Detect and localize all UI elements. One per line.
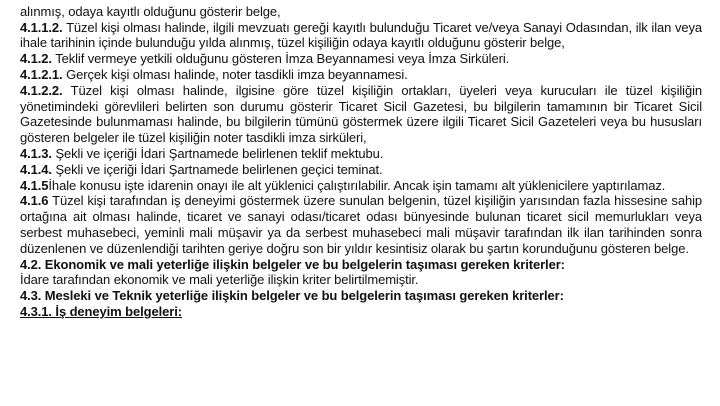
paragraph-number: 4.1.2.1. [20, 66, 63, 82]
paragraph-number: 4.1.2. [20, 51, 52, 67]
paragraph-4-1-3 [20, 146, 702, 162]
paragraph-4-1-2-2 [20, 83, 702, 146]
paragraph-number: 4.1.5 [20, 177, 49, 193]
paragraph-number: 4.1.6 [20, 193, 49, 209]
section-note-4-2: İdare tarafından ekonomik ve mali yeterliğe ilişkin kriter belirtilmemiştir. [20, 272, 419, 288]
paragraph-text: Şekli ve içeriği İdari Şartnamede belirlenen geçici teminat. [55, 161, 383, 177]
section-heading-4-2: 4.2. Ekonomik ve mali yeterliğe ilişkin belgeler ve bu belgelerin taşıması gereken kriterler: [20, 256, 565, 272]
paragraph-text: Gerçek kişi olması halinde, noter tasdikli imza beyannamesi. [66, 66, 408, 82]
section-heading-4-3: 4.3. Mesleki ve Teknik yeterliğe ilişkin belgeler ve bu belgelerin taşıması gereken kriterler: [20, 288, 564, 304]
paragraph-text: Tüzel kişi olması halinde, ilgili mevzuatı gereği kayıtlı bulunduğu Ticaret ve/veya Sanayi Odasından, ilk ilan veya ihale tarihinin içinde bulunduğu yılda alınmış, tüzel kişiliğin odaya kayıtlı olduğunu gösterir belge, [20, 19, 703, 51]
paragraph-text: Teklif vermeye yetkili olduğunu gösteren İmza Beyannamesi veya İmza Sirküleri. [55, 51, 510, 67]
paragraph-4-1-2-1 [20, 67, 702, 83]
paragraph-text: İhale konusu işte idarenin onayı ile alt yüklenici çalıştırılabilir. Ancak işin tamamı alt yüklenicilere yaptırılamaz. [48, 177, 666, 193]
paragraph-text: Şekli ve içeriği İdari Şartnamede belirlenen teklif mektubu. [55, 145, 384, 161]
paragraph-text: alınmış, odaya kayıtlı olduğunu gösterir belge, [20, 3, 281, 19]
paragraph-4-1-6 [20, 193, 702, 256]
paragraph-number: 4.1.1.2. [20, 19, 63, 35]
document-body [20, 0, 702, 320]
paragraph-4-1-1-1-tail [20, 4, 702, 20]
paragraph-4-1-1-2 [20, 20, 702, 52]
paragraph-number: 4.1.3. [20, 145, 52, 161]
section-heading-4-3-1: 4.3.1. İş deneyim belgeleri: [20, 303, 182, 319]
paragraph-4-1-5 [20, 178, 702, 194]
paragraph-4-1-4 [20, 162, 702, 178]
paragraph-number: 4.1.4. [20, 161, 52, 177]
paragraph-text: Tüzel kişi olması halinde, ilgisine göre tüzel kişiliğin ortakları, üyeleri veya kurucuları ile tüzel kişiliğin yönetimindeki görevlileri belirten son durumu gösterir Ticaret Sicil Gazetesi, bu bilgilerin tamamının bir Ticaret Sicil Gazetesinde bulunmaması halinde, bu bilgilerin tümünü göstermek üzere ilgili Ticaret Sicil Gazeteleri veya bu hususları gösteren belgeler ile tüzel kişiliğin noter tasdikli imza sirküleri, [20, 82, 702, 146]
paragraph-4-1-2 [20, 51, 702, 67]
paragraph-number: 4.1.2.2. [20, 82, 63, 98]
paragraph-text: Tüzel kişi tarafından iş deneyimi göstermek üzere sunulan belgenin, tüzel kişiliğin yarısından fazla hissesine sahip ortağına ait olması halinde, ticaret ve sanayi odası/ticaret odası bünyesinde bulunan ticaret sicil memurlukları veya serbest muhasebeci, yeminli mali müşavir ya da serbest muhasebeci mali müşavir tarafından ilk ilan tarihinden sonra düzenlenen ve düzenlendiği tarihten geriye doğru son bir yıldır kesintisiz olarak bu şartın korunduğunu gösteren belge. [20, 193, 702, 256]
